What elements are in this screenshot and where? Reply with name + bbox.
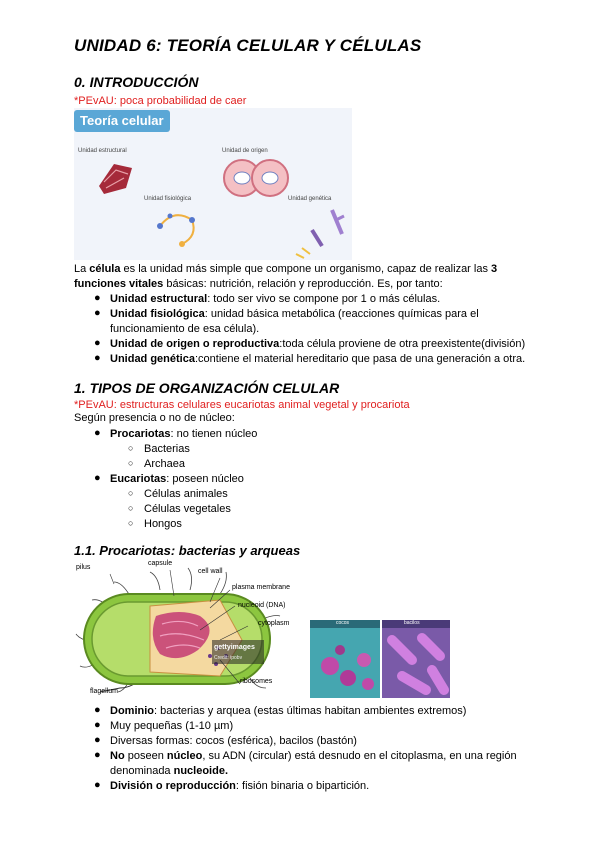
bullet-text: , su ADN (circular) está desnudo en el citoplasma, en una región — [202, 750, 517, 762]
bullet-icon: ● — [94, 337, 101, 349]
label-flagellum: flagellum — [90, 688, 119, 695]
label-genetic: Unidad genética — [288, 196, 332, 202]
circle-bullet-icon: ○ — [128, 443, 134, 453]
prok-bullet — [110, 704, 466, 719]
bullet-bold: División o reproducción — [110, 780, 236, 792]
bullet-icon: ● — [94, 352, 101, 364]
euk-bullet — [110, 472, 244, 487]
bullet-text: : fisión binaria o bipartición. — [235, 780, 370, 792]
bacteria-drawing — [70, 560, 310, 698]
bullet-icon: ● — [94, 472, 101, 484]
bullet-icon: ● — [94, 734, 101, 746]
bullet-icon: ● — [94, 427, 101, 439]
cocci-tag: cocos — [336, 620, 350, 626]
circle-bullet-icon: ○ — [128, 503, 134, 513]
circle-bullet-icon: ○ — [128, 488, 134, 498]
bullet-text: : todo ser vivo se compone por 1 o más células. — [207, 293, 441, 305]
prok-bullet — [110, 779, 369, 794]
sub-item: Bacterias — [144, 443, 190, 455]
teoria-celular-figure — [74, 108, 352, 260]
prok-bullet-continuation — [110, 764, 228, 779]
bullet-bold: Unidad estructural — [110, 293, 208, 305]
label-cytoplasm: cytoplasm — [258, 620, 290, 627]
bullet-bold: Unidad fisiológica — [110, 308, 205, 320]
prok-bullet — [110, 719, 233, 734]
bullet-bold: nucleoide. — [173, 765, 229, 777]
bullet-icon: ● — [94, 307, 101, 319]
label-pilus: pilus — [76, 564, 91, 571]
prok-bullet — [110, 734, 357, 749]
bullet-bold: núcleo — [166, 750, 203, 762]
metabolism-icon — [157, 214, 195, 248]
bullet-icon: ● — [94, 292, 101, 304]
intro-pevau-note: *PEvAU: poca probabilidad de caer — [74, 95, 247, 107]
bullet-text: : bacterias y arquea (estas últimas habitan ambientes extremos) — [154, 705, 467, 717]
chromosomes-icon — [296, 210, 344, 258]
intro-bullet-continuation: funcionamiento de esa célula). — [110, 323, 260, 335]
p1-b: célula — [89, 263, 121, 275]
intro-paragraph-line2 — [74, 277, 443, 292]
label-cell-wall: cell wall — [198, 568, 223, 575]
intro-bullet — [110, 307, 479, 322]
prok-bold: Procariotas — [110, 428, 171, 440]
p1-d: 3 — [491, 263, 498, 275]
circle-bullet-icon: ○ — [128, 458, 134, 468]
label-capsule: capsule — [148, 560, 173, 567]
page-title: UNIDAD 6: TEORÍA CELULAR Y CÉLULAS — [74, 36, 422, 55]
label-structural: Unidad estructural — [78, 148, 127, 154]
bullet-bold: Unidad de origen o reproductiva — [110, 338, 280, 350]
types-pevau-note: *PEvAU: estructuras celulares eucariotas animal vegetal y procariota — [74, 399, 410, 411]
sub-item: Hongos — [144, 518, 182, 530]
bacilli-photo — [382, 620, 450, 698]
p1-a: La — [74, 263, 90, 275]
bullet-bold: Dominio — [110, 705, 154, 717]
bullet-icon: ● — [94, 749, 101, 761]
bullet-icon: ● — [94, 719, 101, 731]
dividing-cell-icon — [224, 160, 288, 196]
bullet-text: :toda célula proviene de otra preexistente(división) — [279, 338, 526, 350]
bullet-text: Muy pequeñas (1-10 µm) — [110, 720, 234, 732]
bullet-bold: Unidad genética — [110, 353, 195, 365]
bacteria-diagram — [70, 560, 310, 698]
euk-text: : poseen núcleo — [166, 473, 244, 485]
intro-bullet — [110, 292, 440, 307]
getty-credit: Credit: ipobv — [214, 655, 243, 661]
label-ribosomes: ribosomes — [240, 678, 273, 685]
prok-bullet — [110, 427, 257, 442]
cocci-photo — [310, 620, 380, 698]
bullet-text: Diversas formas: cocos (esférica), bacilos (bastón) — [110, 735, 357, 747]
figure-banner: Teoría celular — [74, 110, 170, 132]
label-physio: Unidad fisiológica — [144, 196, 192, 202]
euk-bold: Eucariotas — [110, 473, 167, 485]
bullet-icon: ● — [94, 779, 101, 791]
bullet-bold: No — [110, 750, 125, 762]
bullet-text: denominada — [110, 765, 174, 777]
teoria-celular-drawings — [74, 108, 352, 260]
circle-bullet-icon: ○ — [128, 518, 134, 528]
bacilli-tag: bacilos — [404, 620, 420, 626]
intro-bullet — [110, 352, 525, 367]
sub-item: Células vegetales — [144, 503, 231, 515]
label-plasma-membrane: plasma membrane — [232, 584, 290, 591]
tissue-icon — [99, 164, 132, 194]
bacilli-drawing — [382, 620, 450, 698]
bullet-text: : unidad básica metabólica (reacciones químicas para el — [204, 308, 479, 320]
intro-heading: 0. INTRODUCCIÓN — [74, 74, 199, 90]
types-intro: Según presencia o no de núcleo: — [74, 412, 235, 424]
prok-heading: 1.1. Procariotas: bacterias y arqueas — [74, 543, 301, 558]
bullet-text: :contiene el material hereditario que pasa de una generación a otra. — [194, 353, 526, 365]
cocci-drawing — [310, 620, 380, 698]
label-origin: Unidad de origen — [222, 148, 268, 154]
prok-bullet — [110, 749, 517, 764]
intro-paragraph-line1 — [74, 262, 497, 277]
label-nucleoid: nucleoid (DNA) — [238, 602, 286, 609]
p2-b: básicas: nutrición, relación y reproducción. Es, por tanto: — [163, 278, 443, 290]
p1-c: es la unidad más simple que compone un organismo, capaz de realizar las — [120, 263, 492, 275]
bullet-text: poseen — [124, 750, 167, 762]
intro-bullet — [110, 337, 525, 352]
p2-a: funciones vitales — [74, 278, 164, 290]
getty-watermark: gettyimages — [214, 644, 255, 651]
prok-text: : no tienen núcleo — [170, 428, 258, 440]
sub-item: Archaea — [144, 458, 185, 470]
bullet-icon: ● — [94, 704, 101, 716]
types-heading: 1. TIPOS DE ORGANIZACIÓN CELULAR — [74, 380, 340, 396]
sub-item: Células animales — [144, 488, 228, 500]
